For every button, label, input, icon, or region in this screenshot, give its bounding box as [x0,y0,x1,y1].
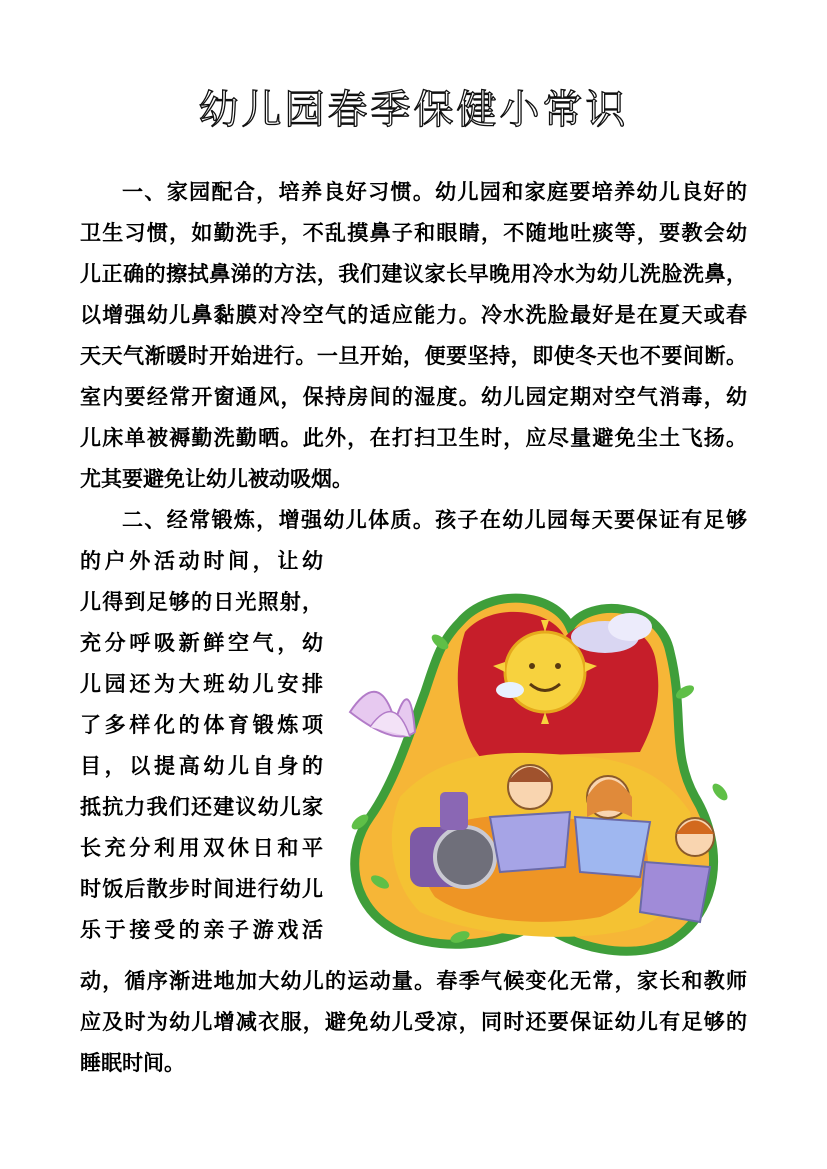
paragraph-line: 以增强幼儿鼻黏膜对冷空气的适应能力。冷水洗脸最好是在夏天或春 [80,303,747,327]
paragraph-line: 抵抗力我们还建议幼儿家 [80,795,323,819]
paragraph-line: 乐于接受的亲子游戏活 [80,918,323,942]
paragraph-line: 儿床单被褥勤洗勤晒。此外，在打扫卫生时，应尽量避免尘土飞扬。 [80,426,747,450]
paragraph-line: 二、经常锻炼，增强幼儿体质。孩子在幼儿园每天要保证有足够 [122,508,747,532]
paragraph-line: 了多样化的体育锻炼项 [80,713,323,737]
paragraph-line: 目，以提高幼儿自身的 [80,754,323,778]
paragraph-line: 天天气渐暖时开始进行。一旦开始，便要坚持，即使冬天也不要间断。 [80,344,747,368]
paragraph-line: 儿正确的擦拭鼻涕的方法，我们建议家长早晚用冷水为幼儿洗脸洗鼻， [80,262,747,286]
paragraph-line: 儿园还为大班幼儿安排 [80,672,323,696]
paragraph-line: 儿得到足够的日光照射， [80,590,323,614]
paragraph-line: 时饭后散步时间进行幼儿 [80,877,323,901]
paragraph-line: 动，循序渐进地加大幼儿的运动量。春季气候变化无常，家长和教师 [80,969,747,993]
paragraph-line: 室内要经常开窗通风，保持房间的湿度。幼儿园定期对空气消毒，幼 [80,385,747,409]
children-train-illustration [340,582,750,960]
paragraph-line: 的户外活动时间，让幼 [80,549,323,573]
paragraph-line: 一、家园配合，培养良好习惯。幼儿园和家庭要培养幼儿良好的 [122,180,747,204]
document-title: 幼儿园春季保健小常识 [198,87,629,133]
lotus-flower-icon [350,692,415,737]
paragraph-line: 充分呼吸新鲜空气，幼 [80,631,323,655]
paragraph-line: 尤其要避免让幼儿被动吸烟。 [80,467,353,491]
paragraph-line: 睡眠时间。 [80,1051,185,1075]
paragraph-line: 长充分利用双休日和平 [80,836,323,860]
paragraph-line: 卫生习惯，如勤洗手，不乱摸鼻子和眼睛，不随地吐痰等，要教会幼 [80,221,747,245]
paragraph-line: 应及时为幼儿增减衣服，避免幼儿受凉，同时还要保证幼儿有足够的 [80,1010,747,1034]
